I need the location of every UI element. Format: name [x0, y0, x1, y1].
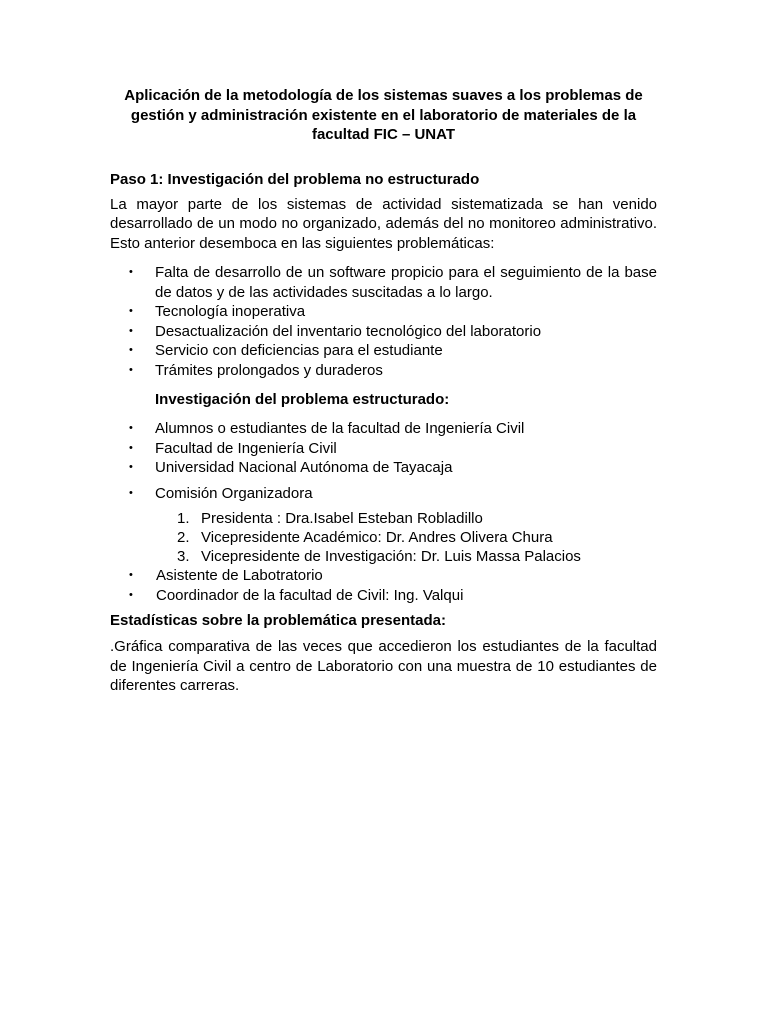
list-item-text: Alumnos o estudiantes de la facultad de Ingeniería Civil [155, 420, 525, 437]
document-title [110, 86, 657, 145]
title-line: facultad FIC – UNAT [311, 126, 456, 143]
list-item [110, 419, 657, 439]
intro-paragraph: La mayor parte de los sistemas de actividad sistematizada se han venido desarrollado de un modo no organizado, además del no monitoreo administrativo. Esto anterior desemboca en las siguientes problemáticas: [110, 195, 657, 252]
list-item-text: Trámites prolongados y duraderos [155, 361, 383, 379]
stakeholders-list [110, 419, 657, 503]
list-item-text: Universidad Nacional Autónoma de Tayacaja [155, 459, 453, 476]
list-item-text: Asistente de Labotratorio [156, 567, 323, 584]
list-item-text: Servicio con deficiencias para el estudiante [155, 342, 443, 359]
list-item [110, 586, 657, 606]
list-item [110, 547, 657, 566]
list-item-text: Vicepresidente de Investigación: Dr. Luis Massa Palacios [201, 548, 581, 565]
list-item [110, 458, 657, 478]
bullet-icon: • [129, 344, 133, 356]
list-item-text: Coordinador de la facultad de Civil: Ing. Valqui [156, 586, 464, 604]
bullet-icon: • [129, 588, 133, 601]
list-item-text: Comisión Organizadora [155, 484, 313, 502]
list-item [110, 566, 657, 586]
bullet-icon: • [129, 324, 133, 337]
list-number: 3. [177, 548, 190, 565]
stats-heading: Estadísticas sobre la problemática presentada: [110, 612, 446, 629]
structured-heading: Investigación del problema estructurado: [155, 391, 450, 408]
list-number: 2. [177, 529, 190, 546]
list-item-text: Vicepresidente Académico: Dr. Andres Olivera Chura [201, 529, 553, 546]
bullet-icon: • [129, 441, 133, 454]
list-item-text: Presidenta : Dra.Isabel Esteban Robladillo [201, 510, 483, 527]
list-item [110, 528, 657, 547]
list-item [110, 302, 657, 322]
stats-paragraph: .Gráfica comparativa de las veces que accedieron los estudiantes de la facultad de Ingeniería Civil a centro de Laboratorio con una muestra de 10 estudiantes de diferentes carreras. [110, 638, 657, 694]
commission-members-list [110, 509, 657, 566]
list-item [110, 484, 657, 504]
bullet-icon: • [129, 363, 133, 376]
list-item [110, 341, 657, 361]
bullet-icon: • [129, 486, 133, 499]
list-item [110, 322, 657, 342]
other-stakeholders-list [110, 566, 657, 605]
bullet-icon: • [129, 266, 133, 278]
list-item [110, 263, 657, 302]
problems-list [110, 263, 657, 380]
list-item [110, 439, 657, 459]
list-item-text: Tecnología inoperativa [155, 303, 306, 320]
list-item [110, 361, 657, 381]
bullet-icon: • [129, 569, 133, 581]
title-line: Aplicación de la metodología de los sistemas suaves a los problemas de [124, 87, 643, 104]
list-item [110, 509, 657, 528]
step1-heading: Paso 1: Investigación del problema no estructurado [110, 170, 480, 188]
list-item-text: Desactualización del inventario tecnológico del laboratorio [155, 322, 542, 340]
list-item-text: Falta de desarrollo de un software propicio para el seguimiento de la base de datos y de las actividades suscitadas a lo largo. [155, 264, 657, 301]
list-number: 1. [177, 510, 190, 527]
document-page [110, 86, 657, 696]
bullet-icon: • [129, 305, 133, 317]
title-line: gestión y administración existente en el laboratorio de materiales de la [130, 106, 637, 124]
bullet-icon: • [129, 422, 133, 434]
bullet-icon: • [129, 461, 133, 473]
list-item-text: Facultad de Ingeniería Civil [155, 439, 337, 457]
